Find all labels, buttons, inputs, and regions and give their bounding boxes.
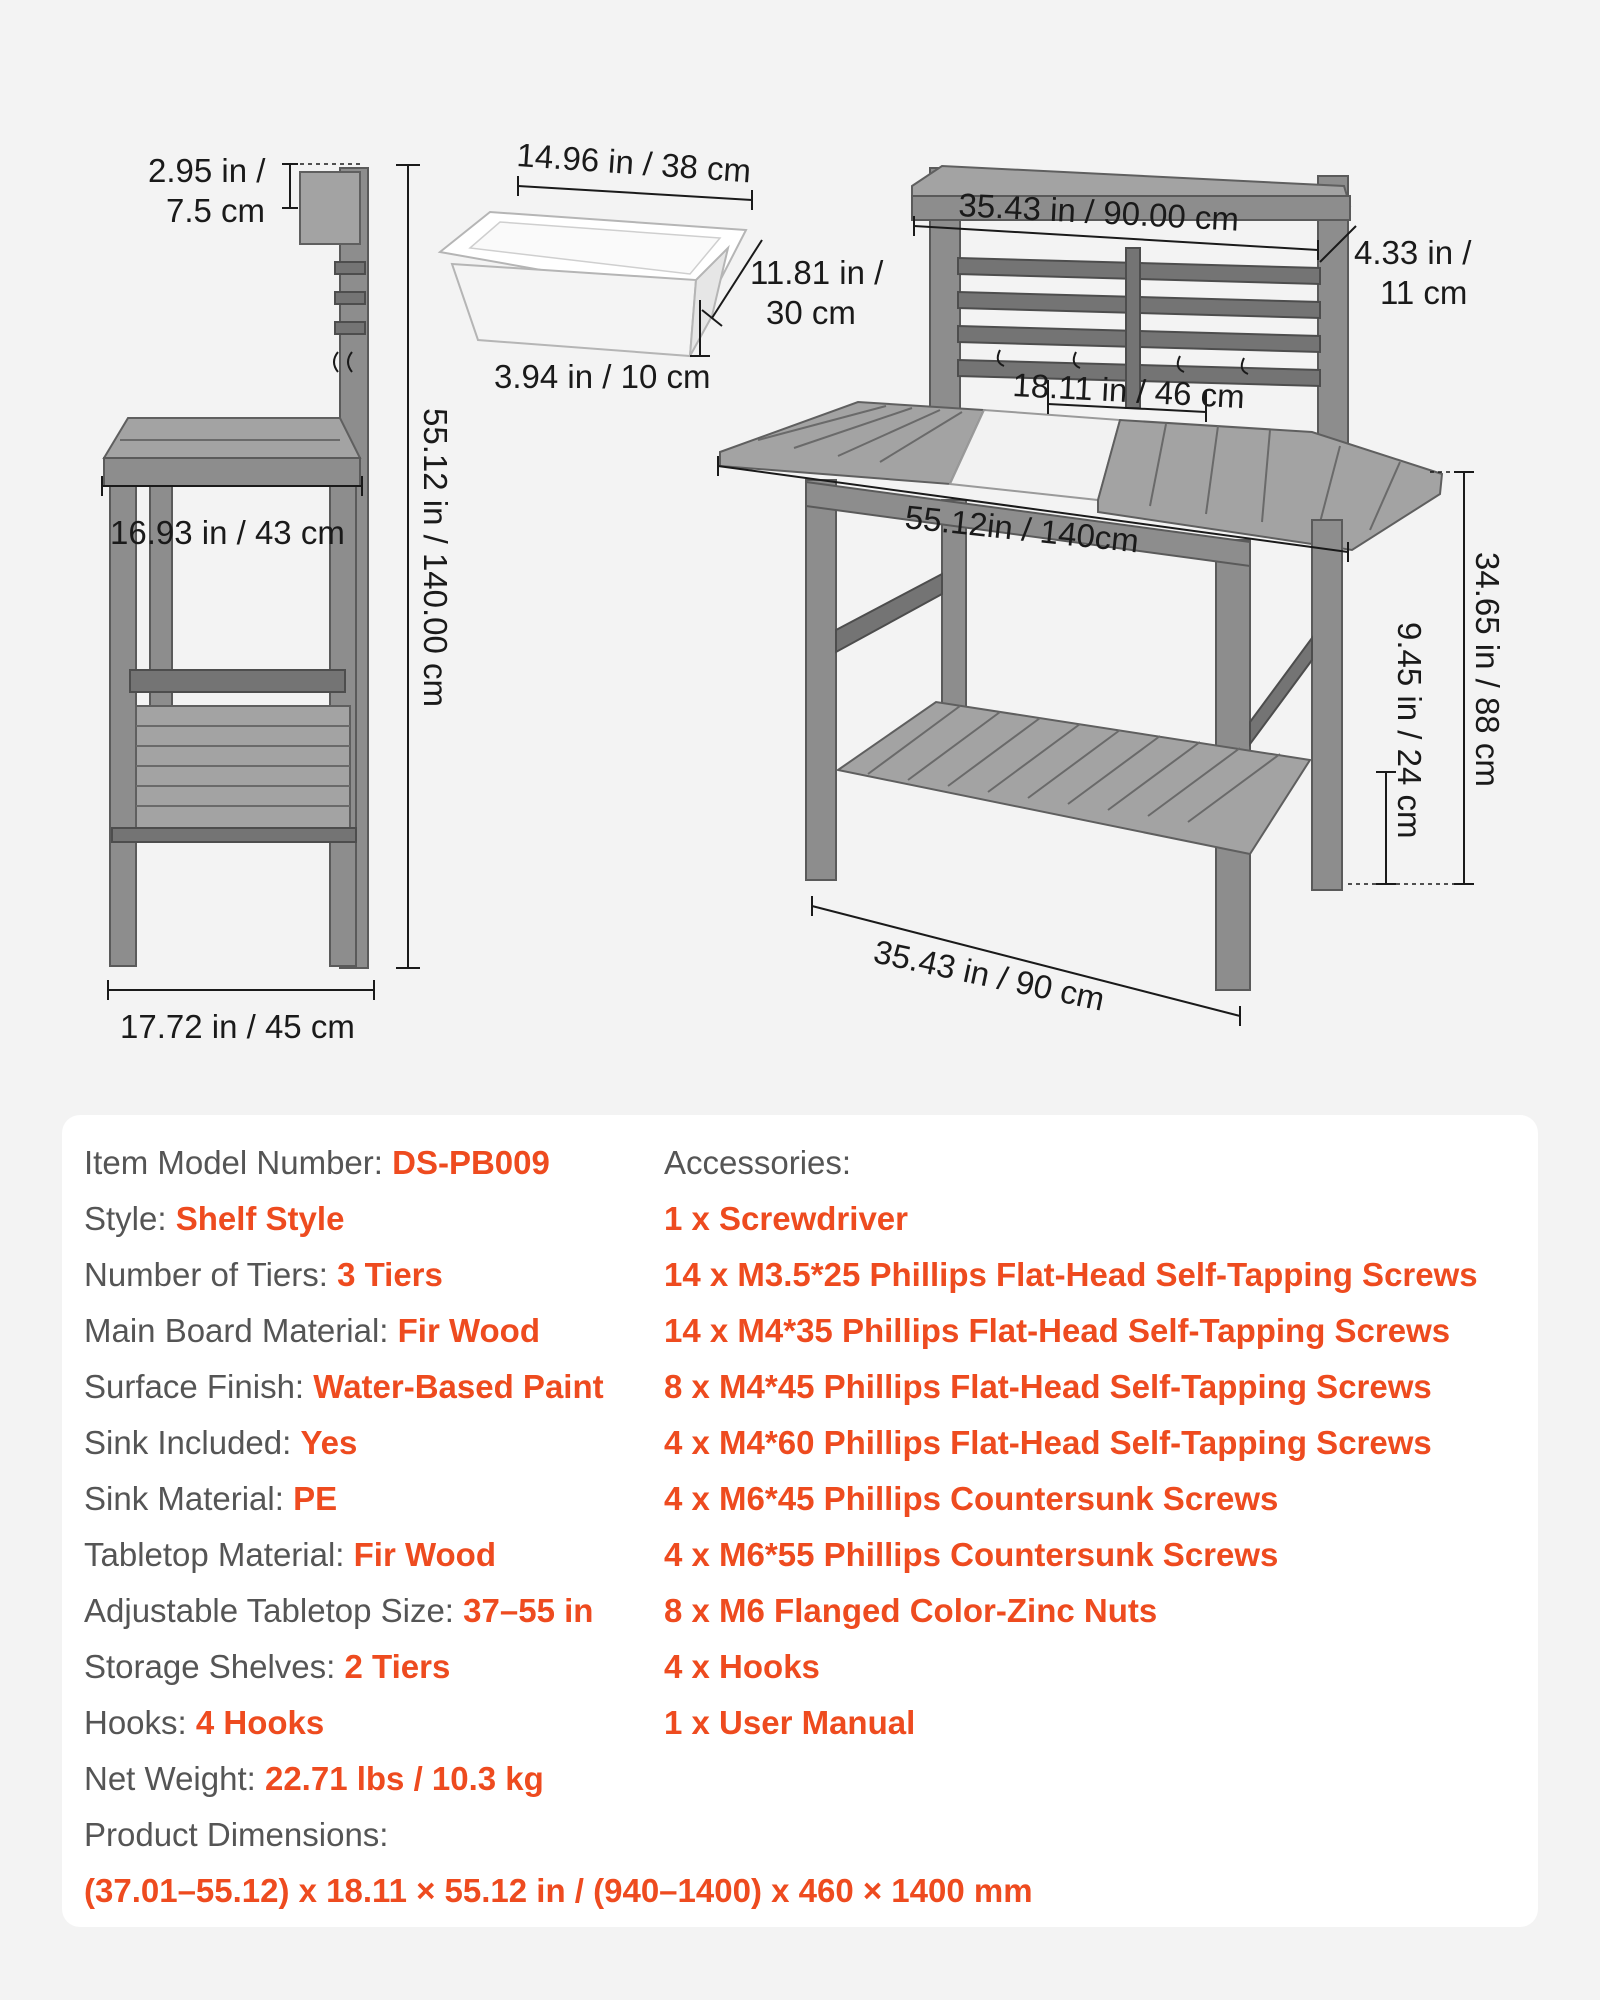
spec-label: Main Board Material: [84, 1312, 398, 1349]
spec-row-storage-shelves [84, 1639, 664, 1695]
accessory-item: 14 x M4*35 Phillips Flat-Head Self-Tapping Screws [664, 1312, 1451, 1349]
accessory-item: 4 x M6*45 Phillips Countersunk Screws [664, 1480, 1279, 1517]
spec-value: 4 Hooks [195, 1704, 325, 1741]
accessories-column [664, 1135, 1524, 1751]
spec-label: Item Model Number: [84, 1144, 393, 1181]
dim-sink-width-line1: 11.81 in / [750, 254, 884, 291]
dim-top-shelf-depth-line2: 11 cm [1380, 274, 1468, 311]
spec-row-style [84, 1191, 664, 1247]
spec-label: Sink Material: [84, 1480, 294, 1517]
dim-table-height: 34.65 in / 88 cm [1469, 552, 1506, 787]
product-dimensions-label: Product Dimensions: [84, 1816, 389, 1853]
spec-value: 22.71 lbs / 10.3 kg [264, 1760, 544, 1797]
spec-value: Shelf Style [175, 1200, 345, 1237]
spec-value: 2 Tiers [344, 1648, 451, 1685]
spec-value: Fir Wood [397, 1312, 541, 1349]
spec-label: Style: [84, 1200, 176, 1237]
dim-bottom-shelf-height: 9.45 in / 24 cm [1391, 622, 1428, 839]
spec-value: 3 Tiers [337, 1256, 443, 1293]
spec-label: Surface Finish: [84, 1368, 314, 1405]
spec-label: Number of Tiers: [84, 1256, 338, 1293]
accessory-item: 1 x User Manual [664, 1704, 916, 1741]
spec-value: Water-Based Paint [313, 1368, 604, 1405]
specifications-card [62, 1115, 1538, 1927]
dim-table-extended-width: 55.12in / 140cm [903, 498, 1141, 560]
spec-row-surface-finish [84, 1359, 664, 1415]
spec-row-hooks [84, 1695, 664, 1751]
accessory-item: 4 x M6*55 Phillips Countersunk Screws [664, 1536, 1279, 1573]
dim-sink-length: 14.96 in / 38 cm [515, 136, 753, 190]
spec-label: Adjustable Tabletop Size: [84, 1592, 464, 1629]
spec-label: Tabletop Material: [84, 1536, 354, 1573]
dim-shelf-depth-line1: 2.95 in / [148, 152, 266, 189]
accessory-item: 1 x Screwdriver [664, 1200, 908, 1237]
product-dimensions-value: (37.01–55.12) x 18.11 × 55.12 in / (940–1400) x 460 × 1400 mm [84, 1872, 1033, 1909]
spec-label: Net Weight: [84, 1760, 265, 1797]
accessory-item: 8 x M6 Flanged Color-Zinc Nuts [664, 1592, 1158, 1629]
dim-side-top-depth: 16.93 in / 43 cm [110, 514, 345, 551]
spec-label: Sink Included: [84, 1424, 301, 1461]
spec-row-tiers [84, 1247, 664, 1303]
spec-row-sink-material [84, 1471, 664, 1527]
spec-row-sink-included [84, 1415, 664, 1471]
side-view-illustration [104, 168, 368, 968]
accessory-item: 14 x M3.5*25 Phillips Flat-Head Self-Tapping Screws [664, 1256, 1478, 1293]
dim-sink-depth: 3.94 in / 10 cm [494, 358, 711, 395]
spec-label: Storage Shelves: [84, 1648, 345, 1685]
spec-value: 37–55 in [463, 1592, 594, 1629]
spec-value: PE [293, 1480, 338, 1517]
spec-row-tabletop-size [84, 1583, 664, 1639]
spec-row-tabletop-material [84, 1527, 664, 1583]
spec-value: Yes [300, 1424, 358, 1461]
accessories-label: Accessories: [664, 1144, 852, 1181]
dim-base-width: 35.43 in / 90 cm [870, 932, 1108, 1018]
accessory-item: 4 x Hooks [664, 1648, 820, 1685]
spec-label: Hooks: [84, 1704, 196, 1741]
dim-sink-opening: 18.11 in / 46 cm [1011, 366, 1246, 416]
spec-row-model [84, 1135, 664, 1191]
dim-top-shelf-depth-line1: 4.33 in / [1354, 234, 1472, 271]
spec-row-net-weight [84, 1751, 664, 1807]
spec-value: Fir Wood [353, 1536, 497, 1573]
dim-top-shelf-width: 35.43 in / 90.00 cm [957, 186, 1240, 238]
dim-sink-width-line2: 30 cm [766, 294, 856, 331]
accessory-item: 8 x M4*45 Phillips Flat-Head Self-Tapping Screws [664, 1368, 1432, 1405]
accessory-item: 4 x M4*60 Phillips Flat-Head Self-Tapping Screws [664, 1424, 1432, 1461]
dim-shelf-depth-line2: 7.5 cm [166, 192, 266, 229]
spec-row-main-board-material [84, 1303, 664, 1359]
dim-side-base-depth: 17.72 in / 45 cm [120, 1008, 355, 1045]
spec-value: DS-PB009 [392, 1144, 550, 1181]
dim-side-overall-height: 55.12 in / 140.00 cm [417, 408, 454, 708]
